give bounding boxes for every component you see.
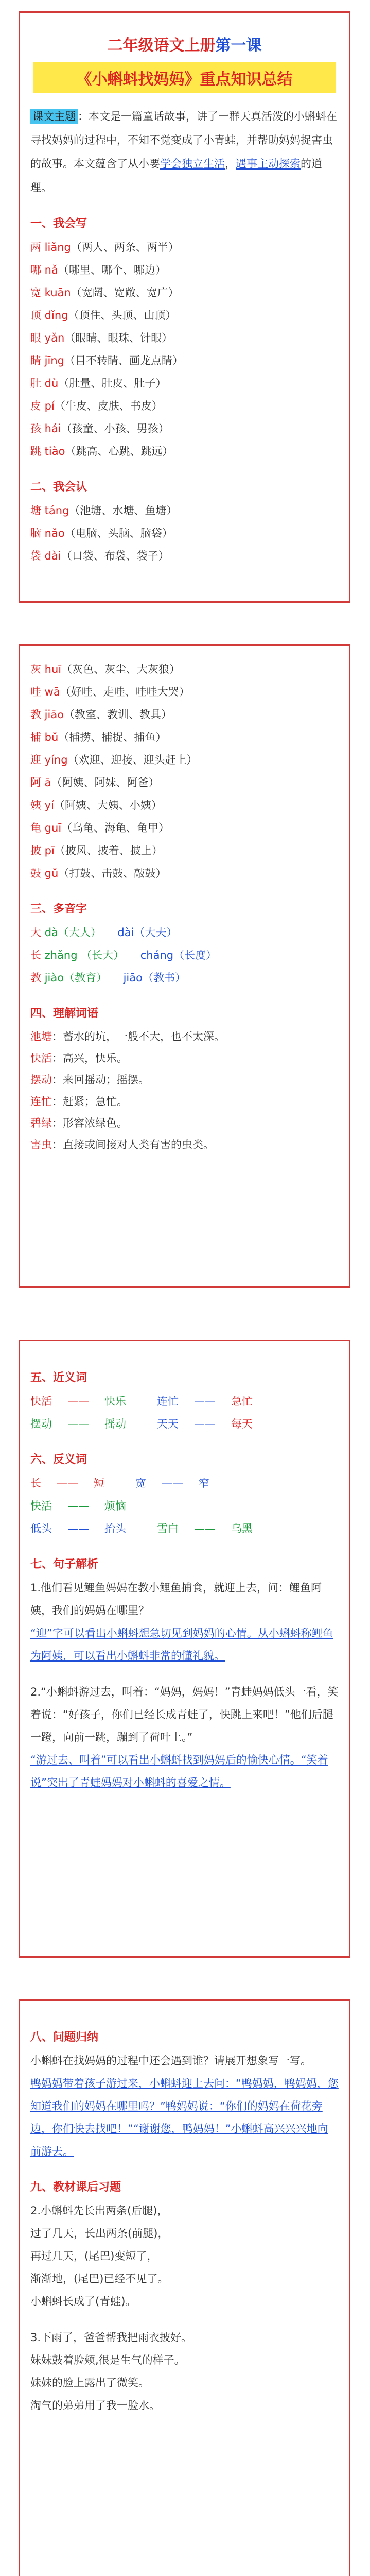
list-item [30, 839, 339, 862]
pinyin: pí [41, 400, 55, 412]
polyphone-char: 大 [30, 926, 45, 939]
word-group: （肚量、肚皮、肚子） [58, 377, 167, 389]
polyphone-char: 教 [30, 972, 45, 984]
dash: —— [194, 1418, 216, 1430]
polyphone-reading-b: jiāo（教书） [123, 972, 186, 984]
character: 脑 [30, 527, 41, 539]
list-item [30, 817, 339, 839]
pinyin: tiào [41, 445, 65, 457]
character: 宽 [30, 286, 41, 299]
word-group: （阿姨、阿妹、阿爸） [51, 776, 160, 789]
definition-row [30, 1047, 339, 1069]
definition-list [30, 1026, 339, 1156]
word-group: （哪里、哪个、哪边） [58, 264, 166, 276]
exercise-line: 2.小蝌蚪先长出两条(后腿)， [30, 2205, 168, 2217]
character: 顶 [30, 309, 41, 321]
definition-text: ：来回摇动；摇摆。 [52, 1074, 149, 1086]
list-item [30, 327, 339, 349]
card-1 [19, 11, 350, 603]
pinyin: jīng [41, 354, 64, 367]
word-group: （顶住、头顶、山顶） [68, 309, 177, 321]
list-item [30, 726, 339, 749]
list-item [30, 281, 339, 304]
definition-row [30, 1091, 339, 1112]
polyphone-row [30, 921, 339, 944]
synonym-b: 每天 [231, 1418, 253, 1430]
polyphone-list [30, 921, 339, 989]
exercise-line: 妹妹鼓着脸颊,很是生气的样子。 [30, 2354, 185, 2366]
pinyin: liǎng [41, 241, 71, 253]
antonym-pair [30, 1472, 120, 1495]
word-group: （口袋、布袋、袋子） [61, 550, 169, 562]
title-grade: 二年级语文上册 [107, 37, 216, 55]
pinyin: nǎ [41, 264, 58, 276]
word-group: （两人、两条、两半） [71, 241, 179, 253]
section-write-heading: 一、我会写 [30, 217, 87, 230]
polyphone-reading-a: zhǎng （长大） [44, 949, 119, 961]
definition-text: ：高兴，快乐。 [52, 1052, 128, 1064]
definition-text: ：蓄水的坑，一般不大，也不太深。 [52, 1030, 225, 1043]
character: 灰 [30, 663, 41, 675]
character: 姨 [30, 799, 41, 811]
dash: —— [194, 1522, 216, 1535]
word-group: （教室、教训、教具） [64, 708, 172, 721]
exercise-line: 3.下雨了，爸爸帮我把雨衣披好。 [30, 2331, 192, 2344]
exercise-line: 小蝌蚪长成了(青蛙)。 [30, 2295, 136, 2308]
card-4 [19, 1999, 350, 2576]
definition-text: ：赶紧；急忙。 [52, 1095, 128, 1108]
polyphone-reading-a: jiào（教育） [44, 972, 102, 984]
dash: —— [162, 1477, 183, 1489]
polyphone-reading-b: cháng（长度） [140, 949, 217, 961]
definition-row [30, 1134, 339, 1156]
polyphone-reading-b: dài（大夫） [117, 926, 178, 939]
word-group: （目不转睛、画龙点睛） [64, 354, 183, 367]
synonym-pair [157, 1390, 268, 1413]
definition-text: ：直接或间接对人类有害的虫类。 [52, 1139, 214, 1151]
antonym-b: 烦恼 [104, 1500, 126, 1512]
intro-sep: ， [225, 158, 236, 170]
section-read-heading: 二、我会认 [30, 481, 87, 494]
word-group: （电脑、头脑、脑袋） [64, 527, 173, 539]
list-item [30, 749, 339, 771]
intro-text2: 的道理。 [30, 158, 322, 194]
dash: —— [57, 1477, 78, 1489]
list-item [30, 395, 339, 417]
list-item [30, 304, 339, 327]
antonym-a: 快活 [30, 1500, 52, 1512]
pinyin: dài [41, 550, 61, 562]
pinyin: bǔ [41, 731, 59, 743]
word-group: （阿姨、大姨、小姨） [54, 799, 162, 811]
list-item [30, 440, 339, 463]
word-group: （跳高、心跳、跳远） [65, 445, 173, 457]
list-item [30, 771, 339, 794]
section-question-heading: 八、问题归纳 [30, 2031, 99, 2044]
question-answer: 鸭妈妈带着孩子游过来，小蝌蚪迎上去问：“鸭妈妈，鸭妈妈，您知道我们的妈妈在哪里吗？”鸭妈妈说：“你们的妈妈在荷花旁边，你们快去找吧！”“谢谢您，鸭妈妈！”小蝌蚪高兴兴兴地向前游去。 [30, 2077, 339, 2158]
antonym-a: 雪白 [157, 1522, 179, 1535]
antonym-a: 低头 [30, 1522, 52, 1535]
sentence-2: 2.“小蝌蚪游过去，叫着：“妈妈，妈妈！”青蛙妈妈低头一看，笑着说：“好孩子，你们已经长成青蛙了，快跳上来吧！”他们后腿一蹬，向前一跳，蹦到了荷叶上。” [30, 1686, 339, 1743]
definition-term: 害虫 [30, 1139, 52, 1151]
pinyin: guī [41, 822, 62, 834]
pinyin: huī [41, 663, 62, 675]
synonym-b: 摇动 [104, 1418, 126, 1430]
definition-text: ：形容浓绿色。 [52, 1117, 128, 1129]
antonym-pair [135, 1472, 225, 1495]
word-group: （欢迎、迎接、迎头赶上） [67, 754, 198, 766]
character: 教 [30, 708, 41, 721]
synonym-pair [30, 1413, 142, 1435]
pinyin: yí [41, 799, 54, 811]
page-subtitle: 《小蝌蚪找妈妈》重点知识总结 [33, 62, 336, 93]
character: 跳 [30, 445, 41, 457]
exercise-3 [30, 2326, 339, 2417]
word-group: （宽阔、宽敞、宽广） [71, 286, 179, 299]
antonym-a: 宽 [135, 1477, 146, 1489]
intro-paragraph [30, 105, 339, 199]
definition-row [30, 1112, 339, 1134]
word-group: （好哇、走哇、哇哇大哭） [60, 686, 190, 698]
intro-link1: 学会独立生活 [160, 158, 225, 170]
exercise-2 [30, 2199, 339, 2313]
character: 肚 [30, 377, 41, 389]
section-polyphone-heading: 三、多音字 [30, 903, 87, 916]
antonym-list [30, 1472, 339, 1540]
card-3 [19, 1340, 350, 1958]
character: 皮 [30, 400, 41, 412]
word-group: （打鼓、击鼓、敲鼓） [58, 867, 167, 879]
character: 鼓 [30, 867, 41, 879]
sentence-2-note: “游过去、叫着”可以看出小蝌蚪找到妈妈后的愉快心情。“笑着说”突出了青蛙妈妈对小蝌蚪的喜爱之情。 [30, 1754, 328, 1789]
list-item [30, 703, 339, 726]
synonym-pair [30, 1390, 142, 1413]
exercise-line: 渐渐地，(尾巴)已经不见了。 [30, 2273, 169, 2285]
word-group: （眼睛、眼珠、针眼） [64, 332, 173, 344]
intro-text1: ：本文是一篇童话故事，讲了一群天真活泼的小蝌蚪在寻找妈妈的过程中，不知不觉变成了小青蛙，并帮助妈妈捉害虫的故事。本文蕴含了从小要 [30, 110, 337, 170]
character: 睛 [30, 354, 41, 367]
definition-term: 连忙 [30, 1095, 52, 1108]
list-item [30, 658, 339, 681]
antonym-b: 短 [94, 1477, 104, 1489]
synonym-pair [157, 1413, 268, 1435]
pinyin: gǔ [41, 867, 59, 879]
pinyin: pī [41, 844, 55, 857]
exercise-line: 过了几天，长出两条(前腿)， [30, 2227, 169, 2240]
pinyin: ā [41, 776, 51, 789]
synonym-b: 急忙 [231, 1395, 253, 1408]
dash: —— [67, 1500, 89, 1512]
antonym-b: 窄 [199, 1477, 209, 1489]
title-lesson: 第一课 [215, 37, 262, 55]
character: 哪 [30, 264, 41, 276]
question-text: 小蝌蚪在找妈妈的过程中还会遇到谁？请展开想象写一写。 [30, 2055, 311, 2067]
synonym-a: 天天 [157, 1418, 179, 1430]
list-item [30, 862, 339, 885]
pinyin: yǎn [41, 332, 65, 344]
section-sentence-heading: 七、句子解析 [30, 1558, 99, 1571]
polyphone-reading-a: dà（大人） [44, 926, 96, 939]
pinyin: dǐng [41, 309, 68, 321]
intro-link2: 遇事主动探索 [236, 158, 301, 170]
exercise-line: 淘气的弟弟用了我一脸水。 [30, 2399, 160, 2412]
pinyin: dù [41, 377, 59, 389]
pinyin: kuān [41, 286, 71, 299]
dash: —— [67, 1522, 89, 1535]
synonym-list [30, 1390, 339, 1435]
section-definition-heading: 四、理解词语 [30, 1007, 99, 1020]
pinyin: wā [41, 686, 60, 698]
synonym-a: 连忙 [157, 1395, 179, 1408]
character: 阿 [30, 776, 41, 789]
antonym-pair [30, 1517, 142, 1540]
word-group: （披风、披着、披上） [54, 844, 163, 857]
word-group: （捕捞、捕捉、捕鱼） [58, 731, 167, 743]
character: 眼 [30, 332, 41, 344]
synonym-b: 快乐 [104, 1395, 126, 1408]
list-item [30, 236, 339, 259]
polyphone-row [30, 967, 339, 989]
dash: —— [67, 1395, 89, 1408]
word-group: （灰色、灰尘、大灰狼） [61, 663, 181, 675]
list-item [30, 259, 339, 281]
synonym-a: 快活 [30, 1395, 52, 1408]
definition-term: 摆动 [30, 1074, 52, 1086]
list-item [30, 545, 339, 567]
character: 孩 [30, 422, 41, 435]
read-list-a [30, 499, 339, 567]
polyphone-row [30, 944, 339, 967]
list-item [30, 372, 339, 395]
spacer [102, 972, 124, 984]
spacer [119, 949, 140, 961]
character: 迎 [30, 754, 41, 766]
character: 哇 [30, 686, 41, 698]
character: 捕 [30, 731, 41, 743]
list-item [30, 794, 339, 817]
word-group: （乌龟、海龟、龟甲） [61, 822, 170, 834]
dash: —— [194, 1395, 216, 1408]
polyphone-char: 长 [30, 949, 45, 961]
synonym-a: 摆动 [30, 1418, 52, 1430]
intro-key: 课文主题 [30, 109, 78, 124]
list-item [30, 522, 339, 545]
pinyin: hái [41, 422, 61, 435]
pinyin: jiāo [41, 708, 64, 721]
word-group: （池塘、水塘、鱼塘） [69, 504, 178, 517]
word-group: （孩童、小孩、男孩） [61, 422, 169, 435]
character: 龟 [30, 822, 41, 834]
word-group: （牛皮、皮肤、书皮） [54, 400, 163, 412]
read-list-b [30, 658, 339, 885]
pinyin: yíng [41, 754, 68, 766]
definition-row [30, 1069, 339, 1091]
list-item [30, 499, 339, 522]
definition-term: 碧绿 [30, 1117, 52, 1129]
pinyin: táng [41, 504, 69, 517]
antonym-a: 长 [30, 1477, 41, 1489]
character: 两 [30, 241, 41, 253]
character: 袋 [30, 550, 41, 562]
antonym-pair [157, 1517, 268, 1540]
section-exercise-heading: 九、教材课后习题 [30, 2181, 121, 2194]
pinyin: nǎo [41, 527, 65, 539]
section-synonym-heading: 五、近义词 [30, 1371, 87, 1384]
sentence-1-note: “迎”字可以看出小蝌蚪想急切见到妈妈的心情。从小蝌蚪称鲤鱼为阿姨，可以看出小蝌蚪非常的懂礼貌。 [30, 1627, 333, 1662]
list-item [30, 349, 339, 372]
antonym-pair [30, 1495, 142, 1517]
definition-row [30, 1026, 339, 1047]
list-item [30, 417, 339, 440]
spacer [96, 926, 117, 939]
definition-term: 快活 [30, 1052, 52, 1064]
card-2 [19, 644, 350, 1288]
antonym-b: 抬头 [104, 1522, 126, 1535]
character: 披 [30, 844, 41, 857]
dash: —— [67, 1418, 89, 1430]
write-list [30, 236, 339, 463]
character: 塘 [30, 504, 41, 517]
definition-term: 池塘 [30, 1030, 52, 1043]
sentence-1: 1.他们看见鲤鱼妈妈在教小鲤鱼捕食，就迎上去，问：鲤鱼阿姨，我们的妈妈在哪里？ [30, 1582, 322, 1617]
list-item [30, 681, 339, 703]
exercise-line: 妹妹的脸上露出了微笑。 [30, 2377, 149, 2389]
page-title [30, 32, 339, 55]
section-antonym-heading: 六、反义词 [30, 1453, 87, 1466]
antonym-b: 乌黑 [231, 1522, 253, 1535]
exercise-line: 再过几天，(尾巴)变短了， [30, 2250, 158, 2262]
